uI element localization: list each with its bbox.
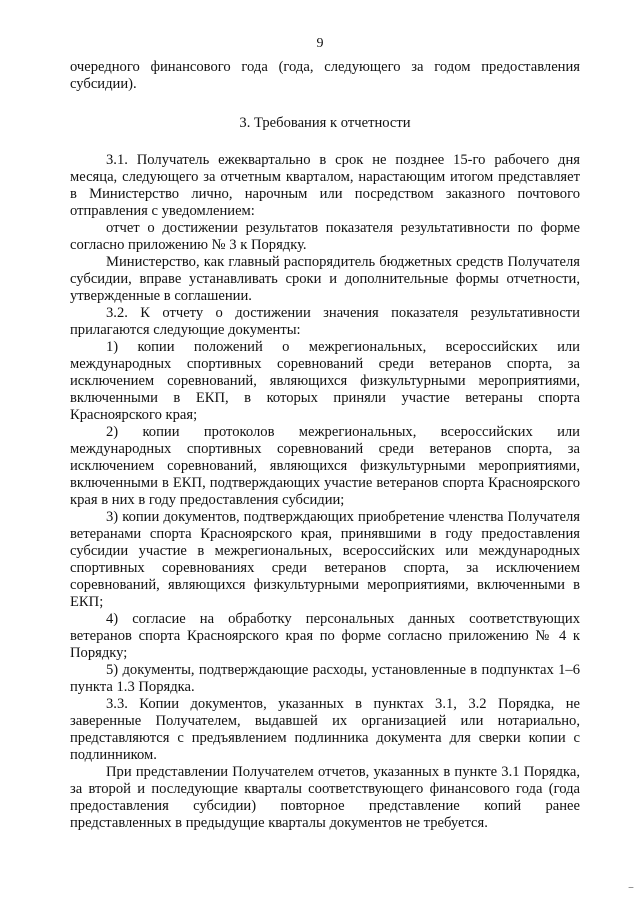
paragraph-repeat-submission: При представлении Получателем отчетов, указанных в пункте 3.1 Порядка, за второй и последующие кварталы соответствующего финансового года (года предоставления субсидии) повторное представление копий ранее представленных в предыдущие кварталы документов не требуется. xyxy=(70,764,580,831)
list-item-1: 1) копии положений о межрегиональных, всероссийских или международных спортивных соревнований среди ветеранов спорта, за исключением соревнований, являющихся физкультурными мероприятиями, включенными в ЕКП, в которых приняли участие ветераны спорта Красноярского края; xyxy=(70,339,580,423)
paragraph-report-form: отчет о достижении результатов показателя результативности по форме согласно приложению № 3 к Порядку. xyxy=(70,220,580,253)
document-body xyxy=(70,59,580,832)
paragraph-ministry-rights: Министерство, как главный распорядитель бюджетных средств Получателя субсидии, вправе устанавливать сроки и дополнительные формы отчетности, утвержденные в соглашении. xyxy=(70,254,580,304)
paragraph-3-2: 3.2. К отчету о достижении значения показателя результативности прилагаются следующие документы: xyxy=(70,305,580,338)
paragraph-continuation: очередного финансового года (года, следующего за годом предоставления субсидии). xyxy=(70,59,580,92)
list-item-4: 4) согласие на обработку персональных данных соответствующих ветеранов спорта Красноярского края по форме согласно приложению № 4 к Порядку; xyxy=(70,611,580,661)
list-item-5: 5) документы, подтверждающие расходы, установленные в подпунктах 1–6 пункта 1.3 Порядка. xyxy=(70,662,580,695)
page-number: 9 xyxy=(316,36,324,51)
list-item-2: 2) копии протоколов межрегиональных, всероссийских или международных спортивных соревнований среди ветеранов спорта, за исключением соревнований, являющихся физкультурными мероприятиями, включенными в ЕКП, подтверждающих участие ветеранов спорта Красноярского края в них в году предоставления субсидии; xyxy=(70,424,580,508)
scan-mark: – xyxy=(628,880,634,894)
list-item-3: 3) копии документов, подтверждающих приобретение членства Получателя ветеранами спорта Красноярского края, принявшими в году предоставления субсидии участие в межрегиональных, всероссийских или международных спортивных соревнованиях среди ветеранов спорта, за исключением соревнований, являющихся физкультурными мероприятиями, включенными в ЕКП; xyxy=(70,509,580,610)
section-heading: 3. Требования к отчетности xyxy=(239,115,411,131)
paragraph-3-1: 3.1. Получатель ежеквартально в срок не позднее 15-го рабочего дня месяца, следующего за отчетным кварталом, нарастающим итогом представляет в Министерство лично, нарочным или посредством заказного почтового отправления с уведомлением: xyxy=(70,152,580,219)
paragraph-3-3: 3.3. Копии документов, указанных в пунктах 3.1, 3.2 Порядка, не заверенные Получателем, выдавшей их организацией или нотариально, представляются с предъявлением подлинника документа для сверки копии с подлинником. xyxy=(70,696,580,763)
